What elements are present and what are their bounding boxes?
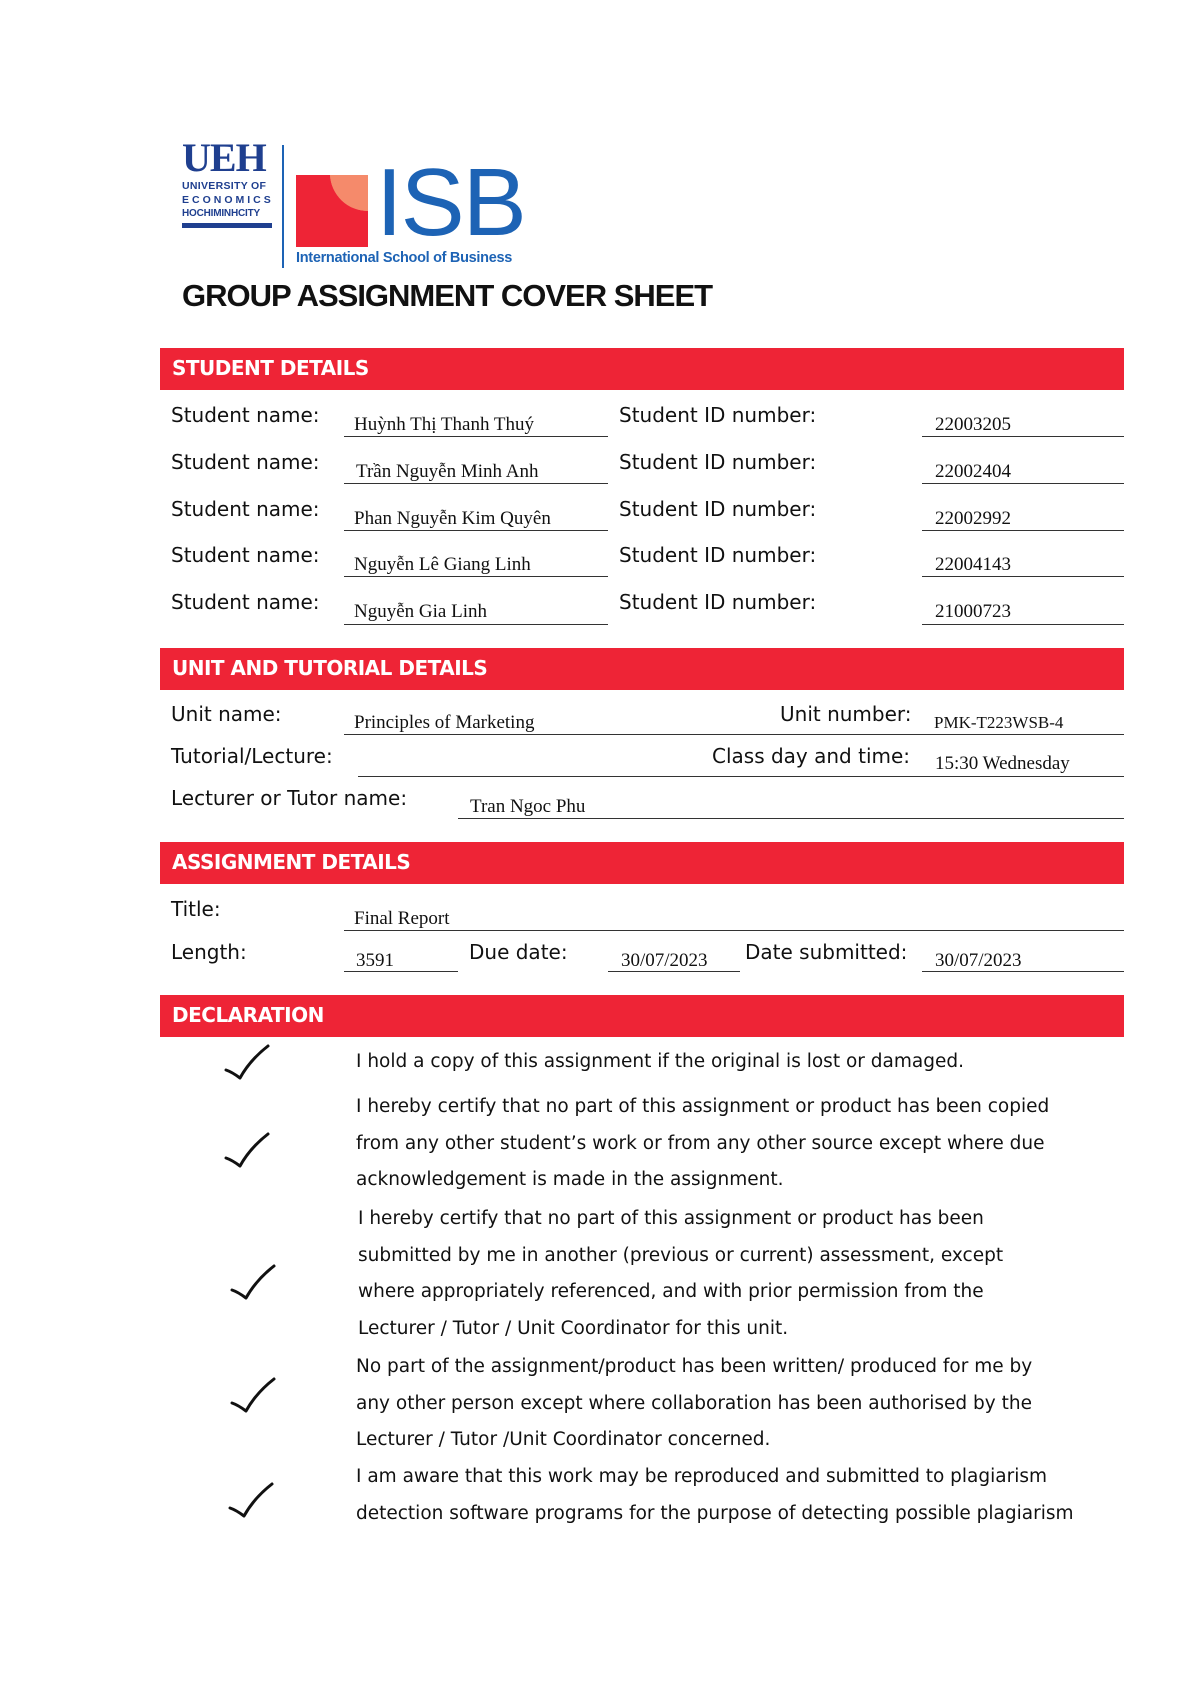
student-name-line xyxy=(344,436,608,437)
unit-name-label: Unit name: xyxy=(171,702,282,726)
student-details-header-text: STUDENT DETAILS xyxy=(172,356,369,380)
declaration-text xyxy=(356,1459,1074,1532)
lecturer-label: Lecturer or Tutor name: xyxy=(171,786,408,810)
length-label: Length: xyxy=(171,940,247,964)
length-value: 3591 xyxy=(356,950,394,971)
page-title: GROUP ASSIGNMENT COVER SHEET xyxy=(182,278,713,313)
declaration-text xyxy=(358,1201,1003,1347)
student-name-value: Trần Nguyễn Minh Anh xyxy=(356,461,539,482)
due-date-line xyxy=(608,971,740,972)
student-id-label: Student ID number: xyxy=(619,450,817,474)
student-name-line xyxy=(344,530,608,531)
declaration-line: I am aware that this work may be reproduced and submitted to plagiarism xyxy=(356,1466,1048,1487)
tutorial-line xyxy=(358,776,1124,777)
assignment-details-header xyxy=(160,842,1124,884)
class-time-label: Class day and time: xyxy=(712,744,911,768)
declaration-line: where appropriately referenced, and with prior permission from the xyxy=(358,1281,984,1302)
due-date-value: 30/07/2023 xyxy=(621,950,708,971)
declaration-line: Lecturer / Tutor / Unit Coordinator for this unit. xyxy=(358,1317,789,1339)
ueh-logo-line3: HOCHIMINHCITY xyxy=(182,208,260,219)
declaration-line: No part of the assignment/product has been written/ produced for me by xyxy=(356,1356,1033,1377)
lecturer-line xyxy=(458,818,1124,819)
isb-logo-mark: ISB xyxy=(376,149,525,256)
student-id-line xyxy=(922,436,1124,437)
logo-divider xyxy=(282,145,284,268)
unit-name-value: Principles of Marketing xyxy=(354,712,535,733)
unit-number-value: PMK-T223WSB-4 xyxy=(934,713,1064,732)
declaration-text xyxy=(356,1044,964,1081)
lecturer-value: Tran Ngoc Phu xyxy=(470,796,586,817)
checkmark-icon xyxy=(226,1480,276,1522)
assignment-details-header-text: ASSIGNMENT DETAILS xyxy=(172,850,411,874)
isb-emblem-icon xyxy=(296,171,370,247)
student-id-value: 22002992 xyxy=(935,508,1011,529)
student-name-label: Student name: xyxy=(171,450,320,474)
student-name-value: Huỳnh Thị Thanh Thuý xyxy=(354,414,534,435)
student-id-line xyxy=(922,530,1124,531)
student-id-line xyxy=(922,483,1124,484)
student-id-line xyxy=(922,624,1124,625)
student-details-header xyxy=(160,348,1124,390)
declaration-header xyxy=(160,995,1124,1037)
class-time-value: 15:30 Wednesday xyxy=(935,753,1070,774)
isb-logo-subtitle: International School of Business xyxy=(296,250,512,266)
date-submitted-value: 30/07/2023 xyxy=(935,950,1022,971)
declaration-line: acknowledgement is made in the assignment. xyxy=(356,1169,784,1190)
length-line xyxy=(344,971,458,972)
checkmark-icon xyxy=(228,1262,278,1304)
student-name-value: Phan Nguyễn Kim Quyên xyxy=(354,508,551,529)
declaration-line: I hereby certify that no part of this assignment or product has been copied xyxy=(356,1096,1050,1117)
student-id-label: Student ID number: xyxy=(619,590,817,614)
title-line xyxy=(344,930,1124,931)
ueh-logo-mark: UEH xyxy=(182,135,266,180)
student-name-label: Student name: xyxy=(171,497,320,521)
declaration-header-text: DECLARATION xyxy=(172,1003,324,1027)
declaration-text xyxy=(356,1349,1032,1459)
student-id-value: 22002404 xyxy=(935,461,1011,482)
title-value: Final Report xyxy=(354,908,450,929)
ueh-logo-line1: UNIVERSITY OF xyxy=(182,180,267,192)
unit-number-label: Unit number: xyxy=(780,702,912,726)
student-name-line xyxy=(344,576,608,577)
declaration-line: Lecturer / Tutor /Unit Coordinator concerned. xyxy=(356,1429,771,1450)
student-id-label: Student ID number: xyxy=(619,497,817,521)
student-name-label: Student name: xyxy=(171,543,320,567)
unit-details-header-text: UNIT AND TUTORIAL DETAILS xyxy=(172,656,488,680)
ueh-logo xyxy=(182,135,282,238)
date-submitted-label: Date submitted: xyxy=(745,940,908,964)
ueh-logo-underline xyxy=(182,223,272,228)
declaration-line: I hold a copy of this assignment if the original is lost or damaged. xyxy=(356,1051,964,1072)
student-name-value: Nguyễn Lê Giang Linh xyxy=(354,554,531,575)
student-name-line xyxy=(344,483,608,484)
declaration-line: detection software programs for the purpose of detecting possible plagiarism xyxy=(356,1502,1074,1524)
unit-details-header xyxy=(160,648,1124,690)
unit-name-line xyxy=(344,734,1124,735)
checkmark-icon xyxy=(228,1375,278,1417)
student-id-line xyxy=(922,576,1124,577)
declaration-text xyxy=(356,1089,1049,1199)
isb-logo xyxy=(296,149,556,275)
title-label: Title: xyxy=(171,897,221,921)
ueh-logo-line2: ECONOMICS xyxy=(182,194,274,206)
date-submitted-line xyxy=(922,971,1124,972)
student-name-label: Student name: xyxy=(171,403,320,427)
student-name-value: Nguyễn Gia Linh xyxy=(354,601,487,622)
due-date-label: Due date: xyxy=(469,940,568,964)
declaration-line: submitted by me in another (previous or current) assessment, except xyxy=(358,1244,1004,1266)
student-id-label: Student ID number: xyxy=(619,403,817,427)
student-name-label: Student name: xyxy=(171,590,320,614)
student-id-value: 21000723 xyxy=(935,601,1011,622)
checkmark-icon xyxy=(222,1130,272,1172)
student-id-value: 22004143 xyxy=(935,554,1011,575)
declaration-line: I hereby certify that no part of this assignment or product has been xyxy=(358,1208,984,1229)
student-id-label: Student ID number: xyxy=(619,543,817,567)
student-name-line xyxy=(344,624,608,625)
declaration-line: any other person except where collaboration has been authorised by the xyxy=(356,1392,1032,1414)
student-id-value: 22003205 xyxy=(935,414,1011,435)
declaration-line: from any other student’s work or from any other source except where due xyxy=(356,1132,1045,1154)
tutorial-label: Tutorial/Lecture: xyxy=(171,744,333,768)
checkmark-icon xyxy=(222,1042,272,1084)
